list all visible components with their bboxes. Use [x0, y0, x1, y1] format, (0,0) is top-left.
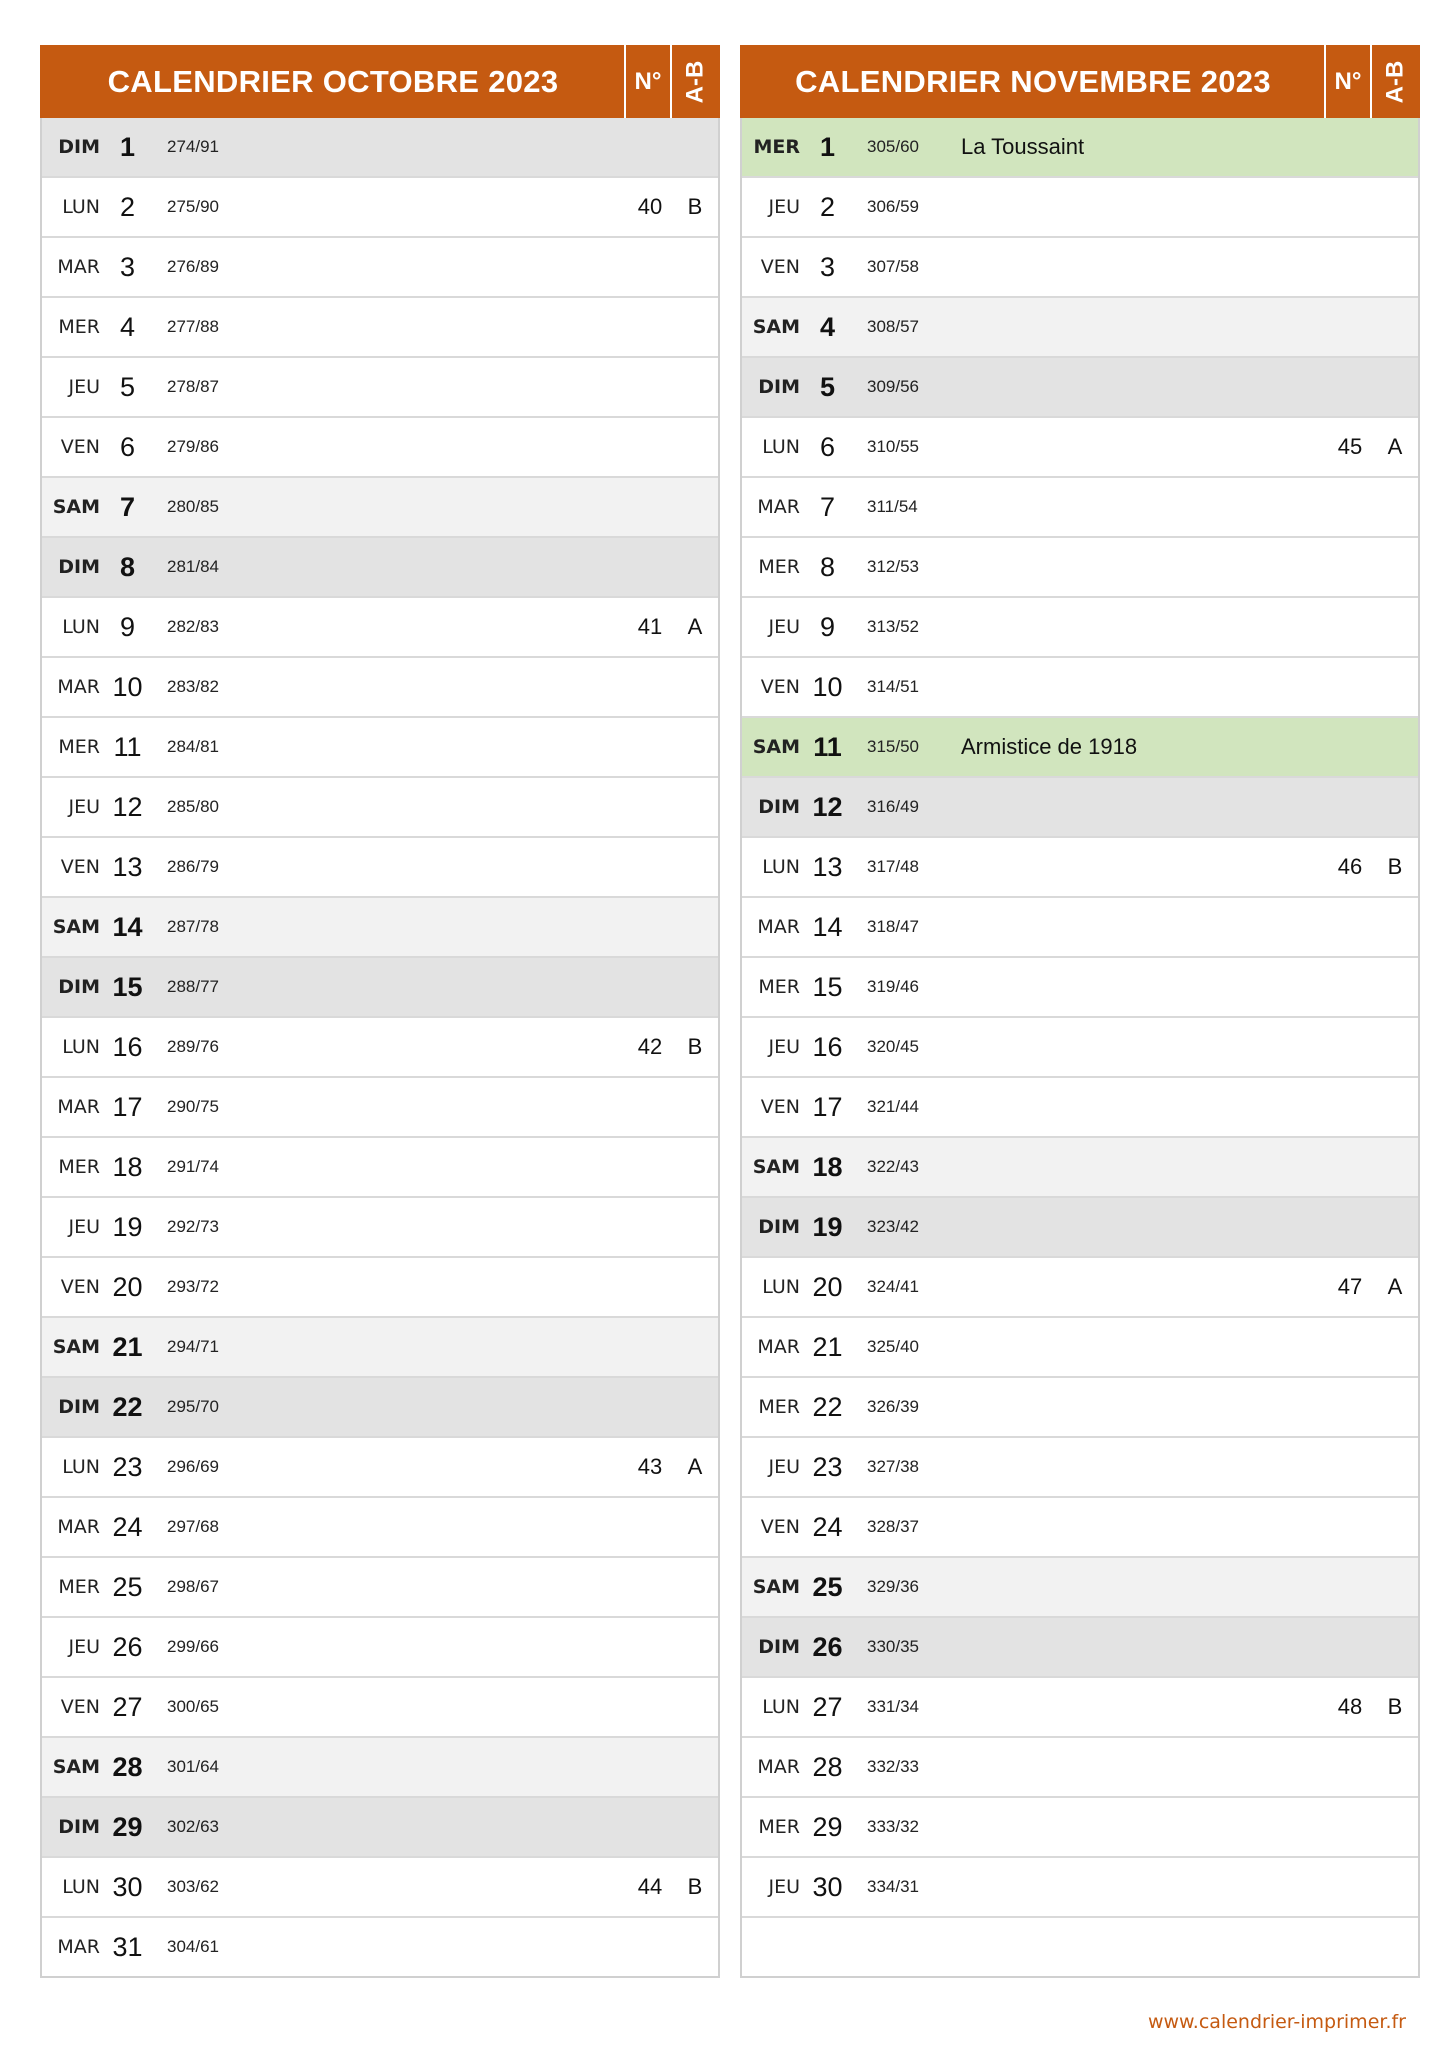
day-row — [742, 718, 1418, 778]
week-ab: B — [687, 1874, 703, 1899]
day-of-week: LUN — [762, 436, 800, 458]
day-number: 16 — [112, 1031, 143, 1062]
day-of-year: 293/72 — [167, 1277, 219, 1296]
day-of-week: DIM — [758, 1636, 800, 1658]
day-number: 1 — [119, 131, 136, 162]
day-number: 17 — [112, 1091, 143, 1122]
day-of-year: 285/80 — [167, 797, 219, 816]
day-of-week: MER — [58, 316, 100, 338]
week-ab: A — [1387, 1274, 1403, 1299]
day-number: 9 — [819, 611, 836, 642]
day-row — [42, 658, 718, 718]
day-row — [742, 478, 1418, 538]
day-number: 20 — [112, 1271, 143, 1302]
day-row — [42, 778, 718, 838]
day-number: 6 — [819, 431, 836, 462]
day-of-year: 315/50 — [867, 737, 919, 756]
day-number: 28 — [812, 1751, 843, 1782]
day-number: 16 — [812, 1031, 843, 1062]
day-of-year: 297/68 — [167, 1517, 219, 1536]
day-of-year: 325/40 — [867, 1337, 919, 1356]
day-of-year: 329/36 — [867, 1577, 919, 1596]
day-row — [42, 418, 718, 478]
day-number: 13 — [812, 851, 843, 882]
day-row — [742, 238, 1418, 298]
day-row — [42, 598, 718, 658]
day-row — [742, 1498, 1418, 1558]
day-of-week: MER — [758, 1396, 800, 1418]
day-of-year: 306/59 — [867, 197, 919, 216]
day-number: 25 — [112, 1571, 143, 1602]
week-ab: B — [687, 194, 703, 219]
day-number: 29 — [112, 1811, 143, 1842]
day-row — [42, 718, 718, 778]
day-of-year: 302/63 — [167, 1817, 219, 1836]
day-of-year: 330/35 — [867, 1637, 919, 1656]
day-of-year: 316/49 — [867, 797, 919, 816]
day-number: 30 — [112, 1871, 143, 1902]
week-number: 45 — [1337, 434, 1363, 459]
day-of-year: 322/43 — [867, 1157, 919, 1176]
day-row — [742, 1318, 1418, 1378]
day-of-year: 320/45 — [867, 1037, 919, 1056]
day-of-year: 304/61 — [167, 1937, 219, 1956]
day-of-week: MER — [58, 1156, 100, 1178]
day-row — [42, 298, 718, 358]
day-of-year: 286/79 — [167, 857, 219, 876]
week-ab: A — [1387, 434, 1403, 459]
day-of-year: 317/48 — [867, 857, 919, 876]
day-number: 27 — [112, 1691, 143, 1722]
day-number: 7 — [819, 491, 836, 522]
day-of-year: 310/55 — [867, 437, 919, 456]
day-number: 17 — [812, 1091, 843, 1122]
day-of-week: LUN — [762, 1276, 800, 1298]
day-row — [42, 538, 718, 598]
day-row — [42, 838, 718, 898]
day-of-year: 318/47 — [867, 917, 919, 936]
day-of-week: LUN — [762, 856, 800, 878]
day-number: 2 — [819, 191, 836, 222]
day-of-year: 307/58 — [867, 257, 919, 276]
day-of-year: 283/82 — [167, 677, 219, 696]
day-row — [742, 1858, 1418, 1918]
calendar-rows — [740, 118, 1420, 1978]
day-row — [742, 1078, 1418, 1138]
day-of-year: 274/91 — [167, 137, 219, 156]
day-row — [742, 1378, 1418, 1438]
day-of-week: VEN — [60, 1696, 100, 1718]
day-row — [742, 298, 1418, 358]
day-number: 19 — [112, 1211, 143, 1242]
calendar-november — [740, 45, 1420, 1978]
day-row — [742, 778, 1418, 838]
week-ab-header — [670, 45, 718, 118]
day-number: 29 — [812, 1811, 843, 1842]
holiday-label: La Toussaint — [961, 134, 1085, 159]
day-row — [42, 1798, 718, 1858]
day-row — [42, 1138, 718, 1198]
week-ab-header-label: A-B — [1381, 60, 1408, 103]
calendar-rows — [40, 118, 720, 1978]
week-number: 48 — [1337, 1694, 1363, 1719]
day-of-week: DIM — [58, 556, 100, 578]
day-of-year: 301/64 — [167, 1757, 219, 1776]
day-of-year: 327/38 — [867, 1457, 919, 1476]
week-number-header: N° — [1324, 45, 1370, 118]
week-number: 46 — [1337, 854, 1363, 879]
day-row — [42, 1678, 718, 1738]
day-row — [42, 118, 718, 178]
day-of-week: MAR — [757, 916, 800, 938]
week-ab: B — [1387, 854, 1403, 879]
day-number: 6 — [119, 431, 136, 462]
day-of-week: JEU — [768, 1036, 800, 1058]
day-row — [742, 178, 1418, 238]
day-number: 5 — [819, 371, 836, 402]
day-number: 21 — [112, 1331, 143, 1362]
day-row — [42, 898, 718, 958]
day-row — [742, 1798, 1418, 1858]
day-number: 14 — [812, 911, 843, 942]
day-row — [42, 238, 718, 298]
day-of-year: 289/76 — [167, 1037, 219, 1056]
day-number: 3 — [119, 251, 136, 282]
day-number: 18 — [112, 1151, 143, 1182]
day-row — [742, 1678, 1418, 1738]
day-number: 22 — [112, 1391, 143, 1422]
day-of-week: LUN — [62, 1876, 100, 1898]
day-number: 26 — [812, 1631, 843, 1662]
week-number: 47 — [1337, 1274, 1363, 1299]
day-row — [742, 418, 1418, 478]
day-row — [42, 1558, 718, 1618]
day-of-week: DIM — [58, 1816, 100, 1838]
day-row — [742, 598, 1418, 658]
day-row — [742, 358, 1418, 418]
day-of-year: 308/57 — [867, 317, 919, 336]
day-of-year: 296/69 — [167, 1457, 219, 1476]
day-of-week: LUN — [62, 1036, 100, 1058]
week-number: 41 — [637, 614, 663, 639]
day-of-week: JEU — [68, 1636, 100, 1658]
day-of-week: SAM — [752, 316, 800, 338]
week-number: 42 — [637, 1034, 663, 1059]
day-of-year: 309/56 — [867, 377, 919, 396]
day-of-week: LUN — [762, 1696, 800, 1718]
day-number: 22 — [812, 1391, 843, 1422]
day-of-year: 276/89 — [167, 257, 219, 276]
day-of-week: JEU — [768, 616, 800, 638]
day-row — [742, 1438, 1418, 1498]
day-of-week: MAR — [757, 496, 800, 518]
day-of-year: 292/73 — [167, 1217, 219, 1236]
day-row — [42, 1258, 718, 1318]
day-row — [742, 1738, 1418, 1798]
day-of-week: JEU — [768, 196, 800, 218]
day-row — [742, 1558, 1418, 1618]
day-row — [42, 1198, 718, 1258]
week-ab: A — [687, 1454, 703, 1479]
day-row — [42, 1858, 718, 1918]
day-row — [42, 478, 718, 538]
day-of-year: 279/86 — [167, 437, 219, 456]
day-of-week: MAR — [757, 1756, 800, 1778]
day-of-year: 287/78 — [167, 917, 219, 936]
day-of-week: DIM — [58, 136, 100, 158]
day-of-week: SAM — [52, 1336, 100, 1358]
day-row — [742, 118, 1418, 178]
day-row — [742, 1918, 1418, 1976]
day-number: 9 — [119, 611, 136, 642]
day-of-year: 277/88 — [167, 317, 219, 336]
day-of-week: VEN — [60, 856, 100, 878]
day-of-week: LUN — [62, 196, 100, 218]
day-of-year: 321/44 — [867, 1097, 919, 1116]
holiday-label: Armistice de 1918 — [961, 734, 1138, 759]
day-number: 3 — [819, 251, 836, 282]
day-of-week: VEN — [760, 676, 800, 698]
calendar-october — [40, 45, 720, 1978]
day-number: 26 — [112, 1631, 143, 1662]
day-row — [742, 1198, 1418, 1258]
day-number: 19 — [812, 1211, 843, 1242]
week-number-header: N° — [624, 45, 670, 118]
day-of-year: 290/75 — [167, 1097, 219, 1116]
day-of-week: VEN — [60, 1276, 100, 1298]
day-number: 14 — [112, 911, 143, 942]
day-number: 18 — [812, 1151, 843, 1182]
calendar-title: CALENDRIER NOVEMBRE 2023 — [795, 63, 1271, 99]
day-number: 15 — [812, 971, 843, 1002]
day-row — [42, 1618, 718, 1678]
day-of-year: 303/62 — [167, 1877, 219, 1896]
day-of-year: 319/46 — [867, 977, 919, 996]
week-ab: B — [1387, 1694, 1403, 1719]
day-of-week: MER — [758, 976, 800, 998]
day-of-year: 328/37 — [867, 1517, 919, 1536]
day-of-year: 294/71 — [167, 1337, 219, 1356]
week-ab: A — [687, 614, 703, 639]
week-number: 44 — [637, 1874, 663, 1899]
day-number: 2 — [119, 191, 136, 222]
day-number: 25 — [812, 1571, 843, 1602]
day-of-week: DIM — [58, 976, 100, 998]
day-row — [742, 1018, 1418, 1078]
day-row — [742, 1258, 1418, 1318]
day-of-week: SAM — [52, 1756, 100, 1778]
day-row — [742, 838, 1418, 898]
day-row — [742, 1618, 1418, 1678]
day-of-year: 299/66 — [167, 1637, 219, 1656]
day-of-year: 280/85 — [167, 497, 219, 516]
day-of-week: DIM — [58, 1396, 100, 1418]
day-row — [42, 1018, 718, 1078]
day-number: 8 — [819, 551, 836, 582]
day-of-year: 312/53 — [867, 557, 919, 576]
website-link[interactable]: www.calendrier-imprimer.fr — [1147, 2011, 1406, 2033]
day-number: 8 — [119, 551, 136, 582]
day-number: 5 — [119, 371, 136, 402]
day-row — [42, 358, 718, 418]
calendar-title: CALENDRIER OCTOBRE 2023 — [107, 63, 559, 99]
day-of-week: LUN — [62, 1456, 100, 1478]
day-of-week: MER — [58, 736, 100, 758]
day-of-year: 313/52 — [867, 617, 919, 636]
day-of-week: VEN — [760, 1516, 800, 1538]
day-number: 31 — [112, 1931, 143, 1962]
day-of-week: SAM — [752, 1576, 800, 1598]
day-row — [742, 658, 1418, 718]
day-number: 24 — [112, 1511, 143, 1542]
day-number: 23 — [812, 1451, 843, 1482]
day-row — [42, 958, 718, 1018]
day-row — [42, 1378, 718, 1438]
day-of-week: MAR — [57, 1516, 100, 1538]
calendar-header — [740, 45, 1420, 118]
day-of-year: 288/77 — [167, 977, 219, 996]
day-row — [42, 1918, 718, 1976]
calendar-header — [40, 45, 720, 118]
day-of-week: MAR — [57, 676, 100, 698]
day-row — [742, 1138, 1418, 1198]
day-of-week: JEU — [68, 1216, 100, 1238]
day-of-week: VEN — [60, 436, 100, 458]
day-number: 27 — [812, 1691, 843, 1722]
week-ab: B — [687, 1034, 703, 1059]
day-number: 11 — [813, 731, 842, 762]
day-of-week: MAR — [57, 1936, 100, 1958]
day-of-week: SAM — [752, 736, 800, 758]
day-number: 15 — [112, 971, 143, 1002]
day-row — [42, 1498, 718, 1558]
day-of-year: 323/42 — [867, 1217, 919, 1236]
day-number: 30 — [812, 1871, 843, 1902]
day-of-week: JEU — [68, 796, 100, 818]
day-of-week: JEU — [68, 376, 100, 398]
day-of-year: 298/67 — [167, 1577, 219, 1596]
day-of-week: VEN — [760, 256, 800, 278]
day-of-year: 275/90 — [167, 197, 219, 216]
day-of-week: MER — [758, 556, 800, 578]
day-number: 28 — [112, 1751, 143, 1782]
day-of-week: JEU — [768, 1876, 800, 1898]
day-of-year: 331/34 — [867, 1697, 919, 1716]
day-number: 12 — [812, 791, 843, 822]
day-row — [42, 1738, 718, 1798]
day-number: 21 — [812, 1331, 843, 1362]
day-row — [42, 1078, 718, 1138]
day-row — [42, 1318, 718, 1378]
day-of-week: SAM — [52, 496, 100, 518]
day-of-year: 291/74 — [167, 1157, 219, 1176]
day-number: 13 — [112, 851, 143, 882]
week-ab-header — [1370, 45, 1418, 118]
day-of-year: 278/87 — [167, 377, 219, 396]
day-of-year: 282/83 — [167, 617, 219, 636]
day-number: 4 — [119, 311, 136, 342]
day-of-year: 324/41 — [867, 1277, 919, 1296]
day-of-week: JEU — [768, 1456, 800, 1478]
day-of-week: MAR — [757, 1336, 800, 1358]
day-row — [742, 538, 1418, 598]
day-of-year: 334/31 — [867, 1877, 919, 1896]
day-of-week: DIM — [758, 376, 800, 398]
day-of-year: 311/54 — [867, 497, 918, 516]
day-number: 11 — [113, 731, 142, 762]
day-of-week: MAR — [57, 1096, 100, 1118]
week-number: 43 — [637, 1454, 663, 1479]
day-number: 10 — [812, 671, 843, 702]
day-row — [42, 1438, 718, 1498]
day-of-year: 281/84 — [167, 557, 219, 576]
day-of-year: 284/81 — [167, 737, 219, 756]
day-number: 24 — [812, 1511, 843, 1542]
day-of-year: 305/60 — [867, 137, 919, 156]
day-of-week: MER — [758, 1816, 800, 1838]
day-of-week: SAM — [52, 916, 100, 938]
day-of-year: 300/65 — [167, 1697, 219, 1716]
day-of-year: 295/70 — [167, 1397, 219, 1416]
day-of-year: 333/32 — [867, 1817, 919, 1836]
day-of-week: MER — [753, 136, 800, 158]
day-of-year: 332/33 — [867, 1757, 919, 1776]
day-number: 4 — [819, 311, 836, 342]
day-row — [742, 958, 1418, 1018]
day-row — [42, 178, 718, 238]
day-of-week: DIM — [758, 796, 800, 818]
day-of-week: VEN — [760, 1096, 800, 1118]
day-of-week: SAM — [752, 1156, 800, 1178]
week-number: 40 — [637, 194, 663, 219]
day-number: 1 — [819, 131, 836, 162]
day-of-year: 314/51 — [867, 677, 919, 696]
day-number: 7 — [119, 491, 136, 522]
day-of-week: DIM — [758, 1216, 800, 1238]
day-of-week: MER — [58, 1576, 100, 1598]
day-of-week: MAR — [57, 256, 100, 278]
day-row — [742, 898, 1418, 958]
day-number: 10 — [112, 671, 143, 702]
week-ab-header-label: A-B — [681, 60, 708, 103]
day-of-week: LUN — [62, 616, 100, 638]
day-number: 12 — [112, 791, 143, 822]
day-of-year: 326/39 — [867, 1397, 919, 1416]
day-number: 20 — [812, 1271, 843, 1302]
day-number: 23 — [112, 1451, 143, 1482]
